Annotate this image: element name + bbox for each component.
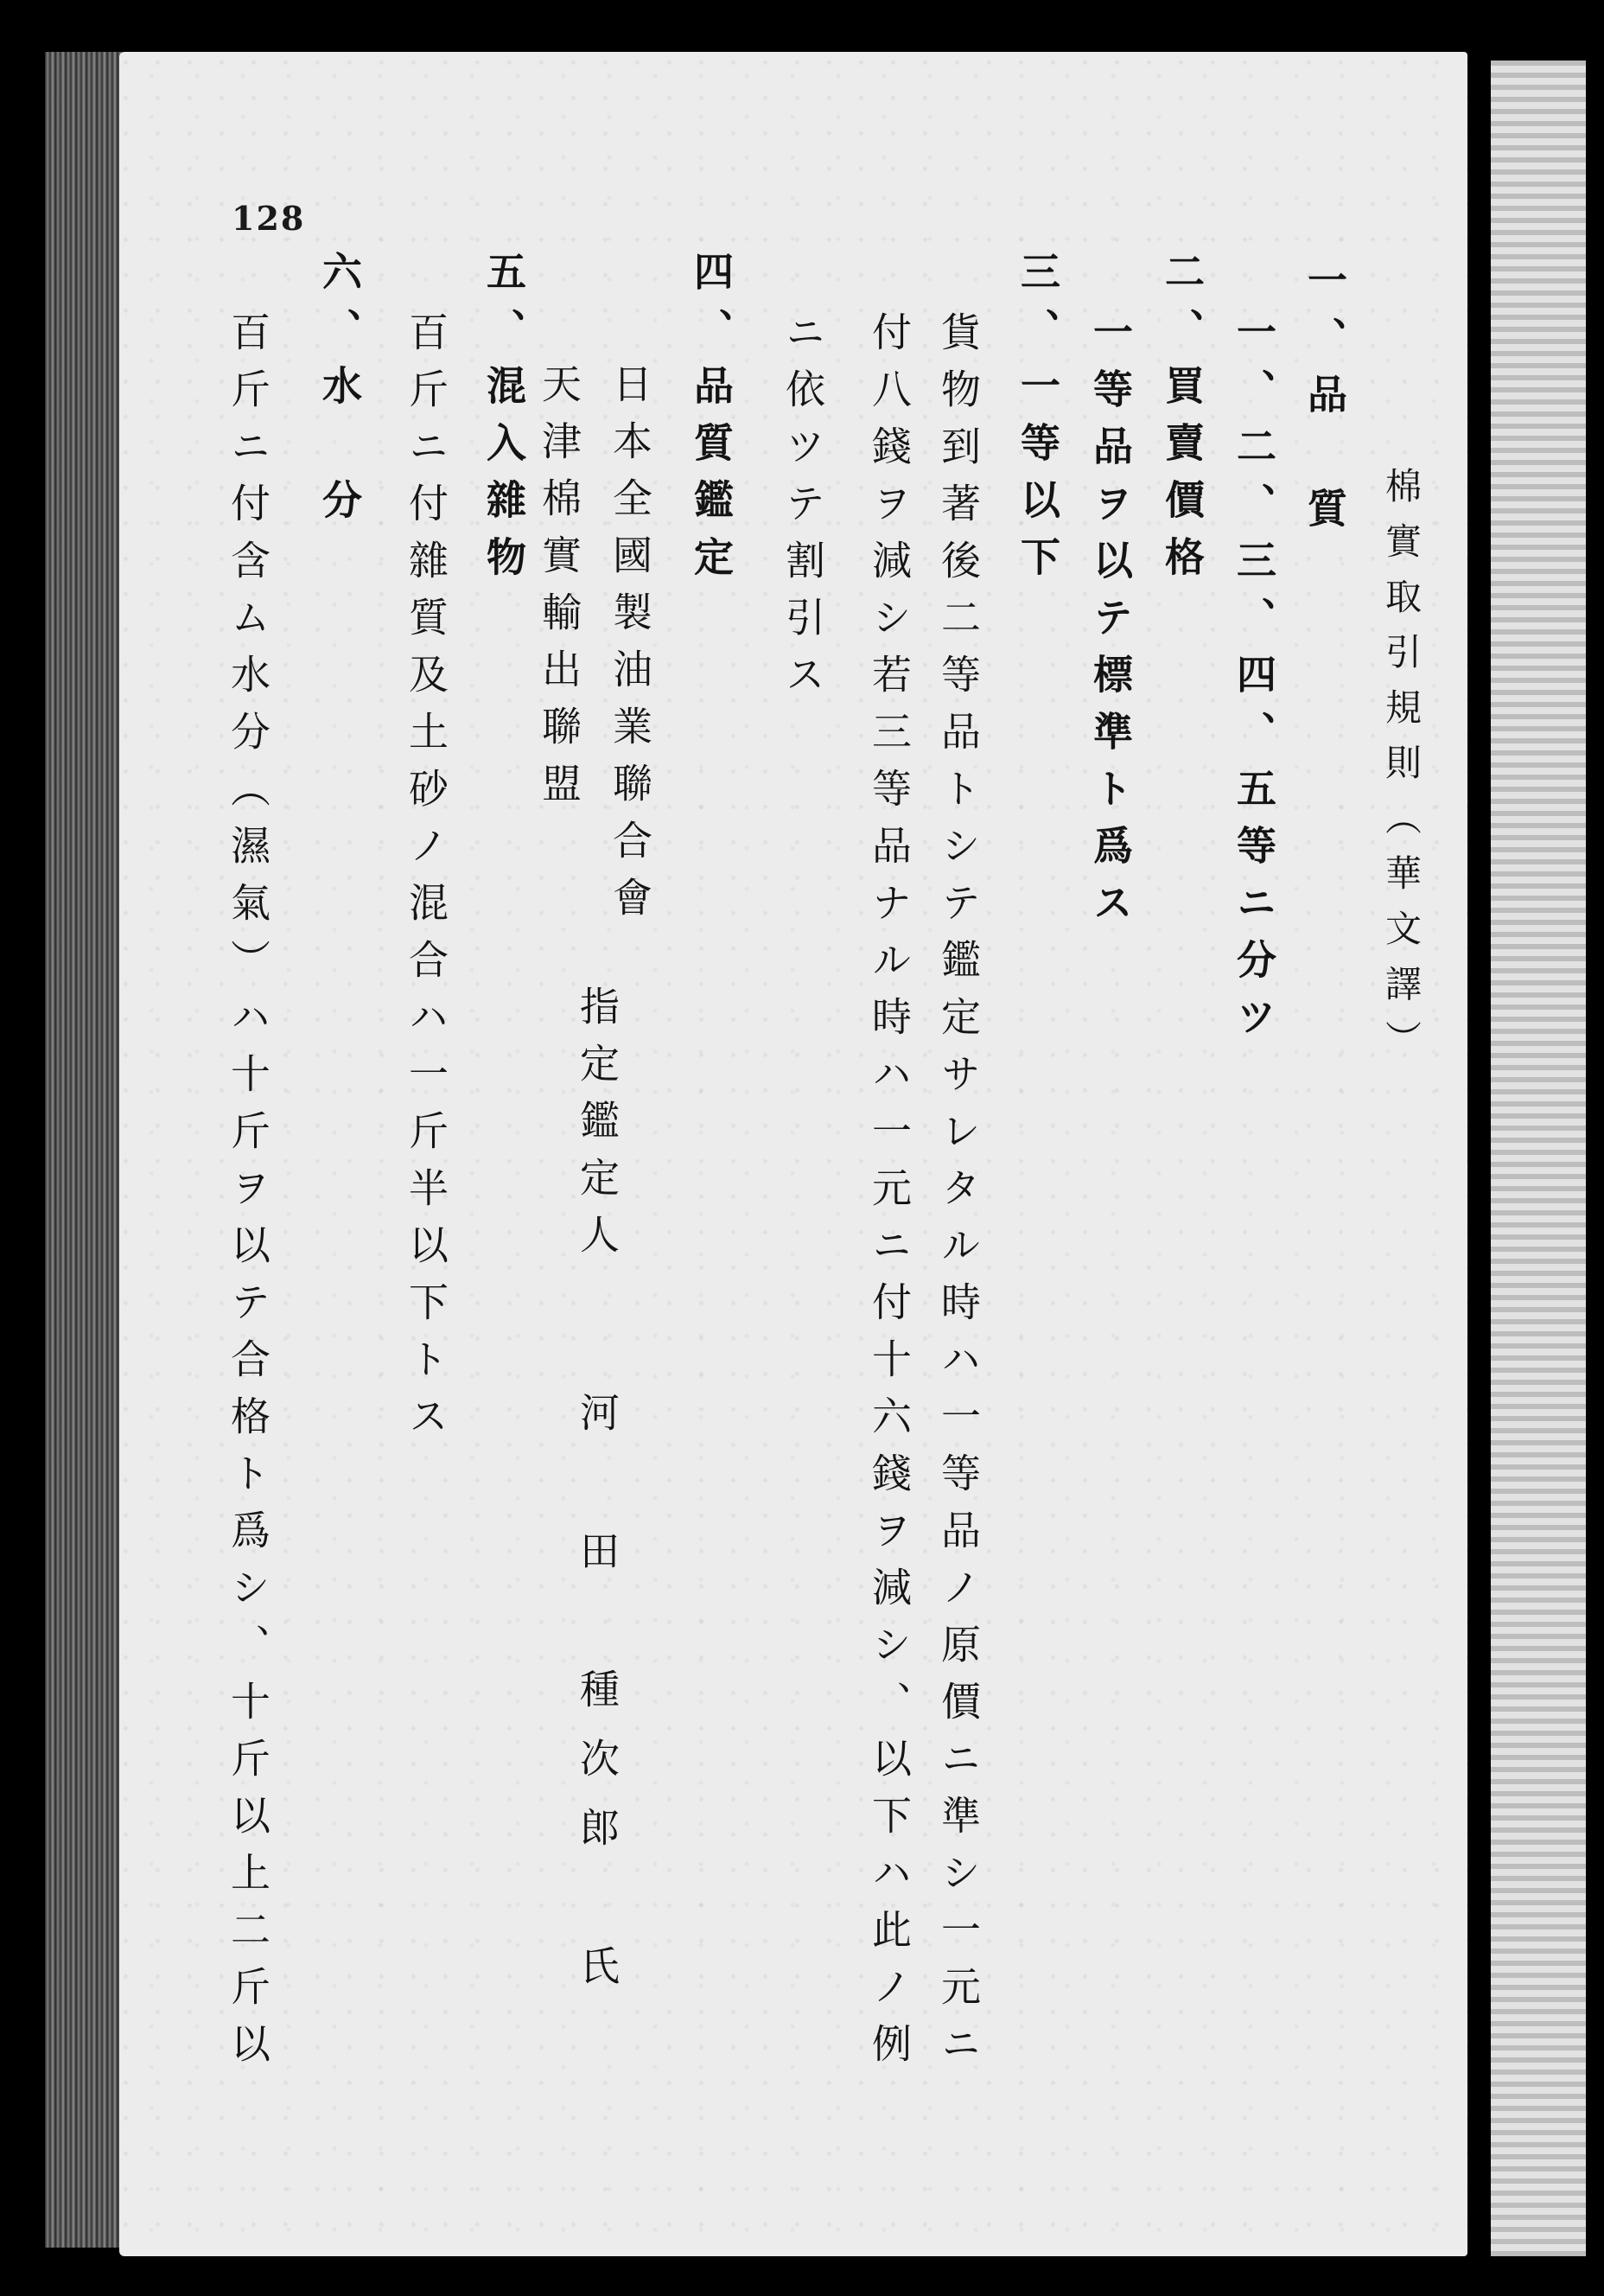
book-spine: [45, 52, 123, 2248]
quality-grades-line: 一、二、三、四、五等ニ分ツ: [1231, 311, 1277, 1053]
designated-inspector-label: 指定鑑定人: [574, 985, 621, 1271]
discount-rule-line-2: 付八錢ヲ減シ若三等品ナル時ハ一元ニ付十六錢ヲ減シ、以下ハ此ノ例: [866, 311, 913, 2080]
section-heading-inspection: 四、品質鑑定: [688, 251, 735, 593]
discount-rule-line-1: 貨物到著後二等品トシテ鑑定サレタル時ハ一等品ノ原價ニ準シ一元ニ: [935, 311, 982, 2080]
page-number: 128: [232, 199, 306, 238]
inspection-org-1: 日本全國製油業聯合會: [607, 363, 653, 934]
impurities-rule-line: 百斤ニ付雜質及土砂ノ混合ハ一斤半以下トス: [403, 311, 449, 1452]
inspection-org-2: 天津棉實輸出聯盟: [536, 363, 582, 820]
section-heading-price: 二、買賣價格: [1159, 251, 1206, 593]
section-heading-impurities: 五、混入雜物: [481, 251, 527, 593]
section-heading-quality: 一、品 質: [1302, 259, 1348, 545]
facing-page-edge: [1491, 61, 1586, 2256]
running-header: 棉實取引規則（華文譯）: [1380, 467, 1423, 1075]
discount-rule-line-3: ニ依ツテ割引ス: [780, 311, 826, 711]
designated-inspector-name: 河 田 種次郎 氏: [574, 1392, 621, 2014]
section-heading-moisture: 六、水 分: [316, 251, 363, 536]
moisture-rule-line: 百斤ニ付含ム水分（濕氣）ハ十斤ヲ以テ合格ト爲シ、十斤以上二斤以: [225, 311, 271, 2080]
section-heading-below-first-grade: 三、一等以下: [1015, 251, 1061, 593]
price-standard-line: 一等品ヲ以テ標準ト爲ス: [1087, 311, 1134, 939]
